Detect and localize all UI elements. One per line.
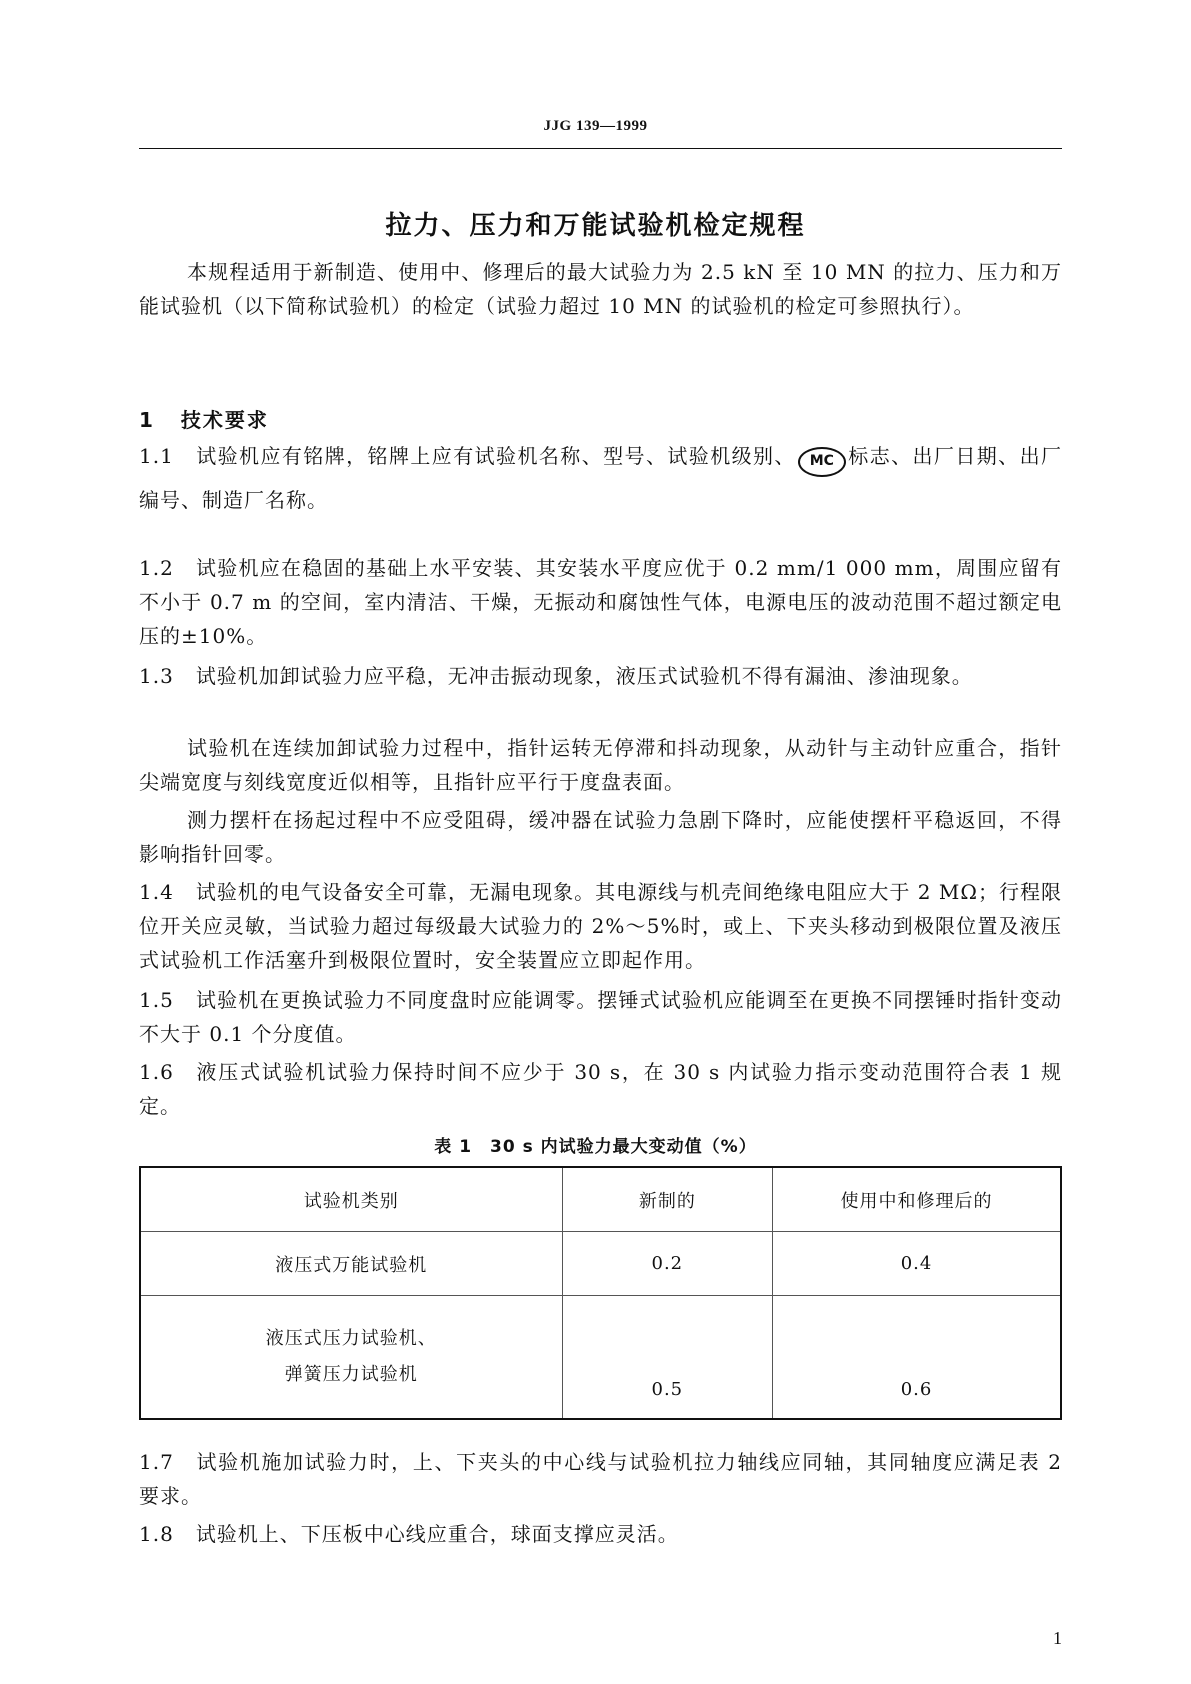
clause-text: 试验机的电气设备安全可靠，无漏电现象。其电源线与机壳间绝缘电阻应大于 2 MΩ；行程限位开关应灵敏，当试验力超过每级最大试验力的 2%～5%时，或上、下夹头移动到极限位置及液压式试验机工作活塞升到极限位置时，安全装置应立即起作用。: [139, 880, 1062, 972]
clause-1-1: [139, 434, 1062, 522]
clause-number: 1.8: [139, 1522, 174, 1546]
table-row: [140, 1296, 1061, 1420]
clause-1-5: [139, 983, 1062, 1051]
clause-number: 1.2: [139, 556, 174, 580]
clause-text: 试验机应在稳固的基础上水平安装、其安装水平度应优于 0.2 mm/1 000 mm，周围应留有不小于 0.7 m 的空间，室内清洁、干燥，无振动和腐蚀性气体，电源电压的波动范围不超过额定电压的±10%。: [139, 556, 1062, 648]
clause-1-2: [139, 551, 1062, 653]
clause-text: 试验机施加试验力时，上、下夹头的中心线与试验机拉力轴线应同轴，其同轴度应满足表 2 要求。: [139, 1450, 1062, 1508]
clause-number: 1.4: [139, 880, 174, 904]
clause-text: 试验机上、下压板中心线应重合，球面支撑应灵活。: [195, 1522, 679, 1546]
table-header-new: 新制的: [562, 1167, 773, 1232]
table-header-row: [140, 1167, 1061, 1232]
header-divider: [139, 148, 1062, 149]
table-cell-new: 0.2: [562, 1232, 773, 1296]
clause-number: 1.5: [139, 988, 174, 1012]
table-cell-used: 0.4: [773, 1232, 1061, 1296]
paragraph-pointer-requirements: 试验机在连续加卸试验力过程中，指针运转无停滞和抖动现象，从动针与主动针应重合，指针尖端宽度与刻线宽度近似相等，且指针应平行于度盘表面。: [139, 736, 1062, 794]
mc-mark-icon: MC: [798, 447, 846, 477]
document-title: 拉力、压力和万能试验机检定规程: [385, 211, 806, 241]
table-row: [140, 1232, 1061, 1296]
table-cell-category: [140, 1296, 562, 1420]
table-cell-category: 液压式万能试验机: [140, 1232, 562, 1296]
clause-text: 试验机在更换试验力不同度盘时应能调零。摆锤式试验机应能调至在更换不同摆锤时指针变动不大于 0.1 个分度值。: [139, 988, 1062, 1046]
table-cell-used: 0.6: [773, 1296, 1061, 1420]
table-cell-new: 0.5: [562, 1296, 773, 1420]
clause-number: 1.7: [139, 1450, 174, 1474]
table-header-used: 使用中和修理后的: [773, 1167, 1061, 1232]
section-1-heading: [139, 404, 269, 433]
clause-1-4: [139, 875, 1062, 977]
clause-number: 1.6: [139, 1060, 174, 1084]
section-title: 技术要求: [180, 408, 269, 432]
section-number: 1: [139, 408, 155, 432]
table-header-category: 试验机类别: [140, 1167, 562, 1232]
clause-1-8: [139, 1517, 1062, 1551]
clause-1-6: [139, 1055, 1062, 1123]
table-cell-category-line: 弹簧压力试验机: [284, 1364, 418, 1385]
clause-1-7: [139, 1445, 1062, 1513]
paragraph-pendulum-requirements: 测力摆杆在扬起过程中不应受阻碍，缓冲器在试验力急剧下降时，应能使摆杆平稳返回，不得影响指针回零。: [139, 808, 1062, 866]
intro-paragraph: 本规程适用于新制造、使用中、修理后的最大试验力为 2.5 kN 至 10 MN 的拉力、压力和万能试验机（以下简称试验机）的检定（试验力超过 10 MN 的试验机的检定可参照执行）。: [139, 260, 1062, 318]
clause-text: 液压式试验机试验力保持时间不应少于 30 s，在 30 s 内试验力指示变动范围符合表 1 规定。: [139, 1060, 1062, 1118]
clause-text: 试验机应有铭牌，铭牌上应有试验机名称、型号、试验机级别、: [195, 444, 796, 468]
page-number: 1: [1053, 1628, 1062, 1648]
clause-text: 试验机加卸试验力应平稳，无冲击振动现象，液压式试验机不得有漏油、渗油现象。: [195, 664, 973, 688]
clause-1-3: [139, 659, 1062, 693]
table-1-caption: 表 1 30 s 内试验力最大变动值（%）: [434, 1137, 757, 1157]
table-1: [139, 1166, 1062, 1420]
clause-text: 标志、出厂日期、出厂编号、制造厂名称。: [139, 444, 1063, 512]
clause-number: 1.3: [139, 664, 174, 688]
standard-code-header: JJG 139—1999: [543, 118, 648, 134]
table-cell-category-line: 液压式压力试验机、: [265, 1328, 437, 1349]
clause-number: 1.1: [139, 444, 174, 468]
